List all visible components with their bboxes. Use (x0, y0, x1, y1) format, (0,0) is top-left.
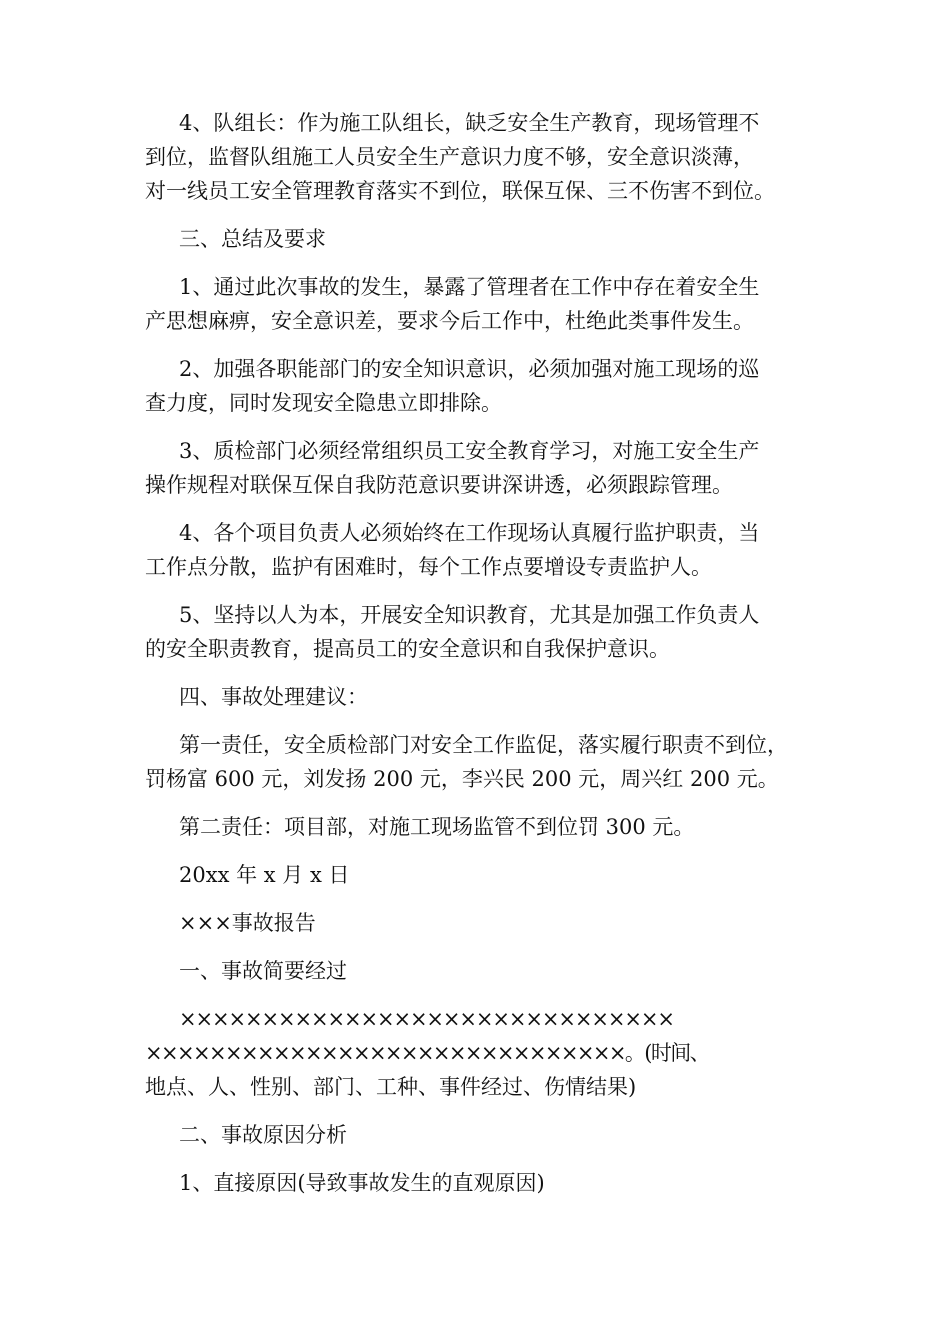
paragraph-direct-cause (145, 1166, 835, 1200)
text-line: 第一责任，安全质检部门对安全工作监促，落实履行职责不到位， (179, 733, 788, 757)
paragraph-requirement-4 (145, 516, 835, 584)
text-line: 工作点分散，监护有困难时，每个工作点要增设专责监护人。 (145, 555, 712, 579)
text-line: 5、坚持以人为本，开展安全知识教育，尤其是加强工作负责人 (179, 603, 760, 627)
paragraph-second-responsibility (145, 810, 835, 844)
section-heading-handling (145, 680, 835, 714)
text-line: 4、队组长：作为施工队组长，缺乏安全生产教育，现场管理不 (179, 111, 760, 135)
heading-text: 一、事故简要经过 (179, 959, 347, 983)
text-line: 的安全职责教育，提高员工的安全意识和自我保护意识。 (145, 637, 670, 661)
report-title (145, 906, 835, 940)
paragraph-first-responsibility (145, 728, 835, 796)
text-line: ××××××××××××××××××××××××××××××。(时间、 (145, 1041, 710, 1065)
text-line: ×××××××××××××××××××××××××××××× (179, 1007, 674, 1031)
text-line: 1、通过此次事故的发生，暴露了管理者在工作中存在着安全生 (179, 275, 760, 299)
text-line: 2、加强各职能部门的安全知识意识，必须加强对施工现场的巡 (179, 357, 760, 381)
paragraph-requirement-1 (145, 270, 835, 338)
section-heading-summary (145, 222, 835, 256)
date-text: 20xx 年 x 月 x 日 (179, 863, 350, 887)
paragraph-requirement-3 (145, 434, 835, 502)
heading-text: 四、事故处理建议： (179, 685, 368, 709)
paragraph-brief-placeholder (145, 1002, 835, 1104)
paragraph-requirement-5 (145, 598, 835, 666)
date-line (145, 858, 835, 892)
text-line: 3、质检部门必须经常组织员工安全教育学习，对施工安全生产 (179, 439, 760, 463)
section-heading-cause (145, 1118, 835, 1152)
text-line: 第二责任：项目部，对施工现场监管不到位罚 300 元。 (179, 815, 695, 839)
text-line: 地点、人、性别、部门、工种、事件经过、伤情结果) (145, 1075, 637, 1099)
text-line: 操作规程对联保互保自我防范意识要讲深讲透，必须跟踪管理。 (145, 473, 733, 497)
section-heading-brief (145, 954, 835, 988)
paragraph-team-leader (145, 106, 835, 208)
heading-text: 三、总结及要求 (179, 227, 326, 251)
paragraph-requirement-2 (145, 352, 835, 420)
text-line: 4、各个项目负责人必须始终在工作现场认真履行监护职责，当 (179, 521, 760, 545)
text-line: 罚杨富 600 元，刘发扬 200 元，李兴民 200 元，周兴红 200 元。 (145, 767, 779, 791)
title-text: ×××事故报告 (179, 911, 316, 935)
text-line: 产思想麻痹，安全意识差，要求今后工作中，杜绝此类事件发生。 (145, 309, 754, 333)
text-line: 查力度，同时发现安全隐患立即排除。 (145, 391, 502, 415)
text-line: 到位，监督队组施工人员安全生产意识力度不够，安全意识淡薄， (145, 145, 754, 169)
document-page (145, 106, 835, 1214)
text-line: 对一线员工安全管理教育落实不到位，联保互保、三不伤害不到位。 (145, 179, 775, 203)
text-line: 1、直接原因(导致事故发生的直观原因) (179, 1171, 545, 1195)
heading-text: 二、事故原因分析 (179, 1123, 347, 1147)
